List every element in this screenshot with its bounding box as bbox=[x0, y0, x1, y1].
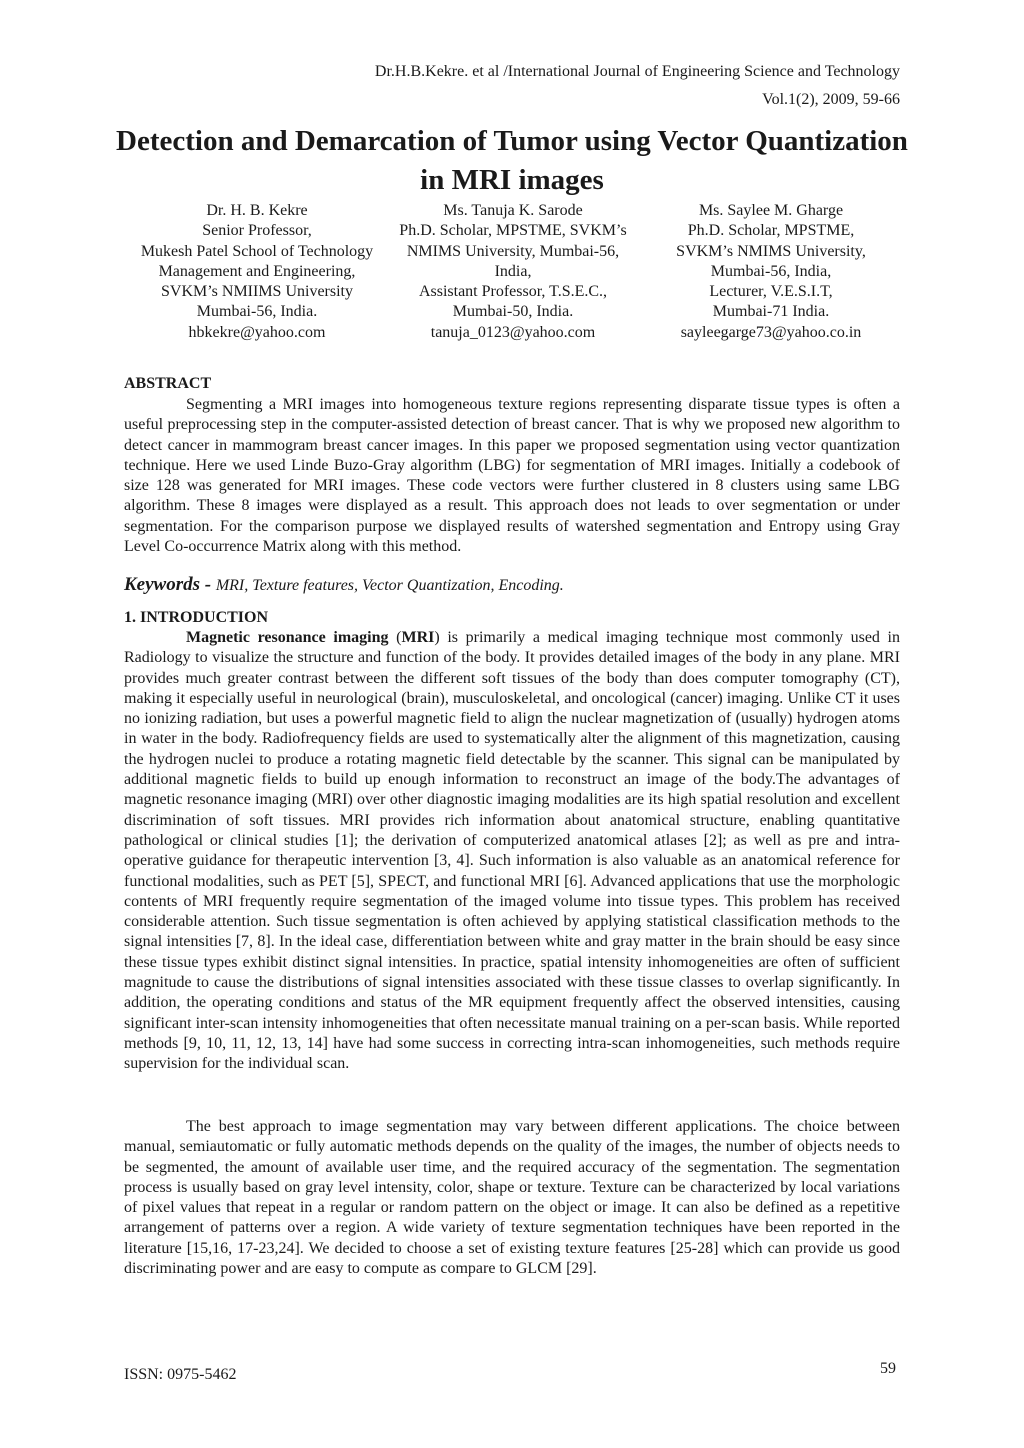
title-line-2: in MRI images bbox=[420, 164, 604, 196]
author-line: Mukesh Patel School of Technology bbox=[140, 242, 374, 260]
author-line: Mumbai-56, India. bbox=[196, 303, 318, 321]
author-line: Ms. Saylee M. Gharge bbox=[698, 202, 844, 219]
abstract-heading: ABSTRACT bbox=[124, 375, 212, 392]
author-line: Assistant Professor, T.S.E.C., bbox=[418, 283, 608, 301]
author-line: Mumbai-71 India. bbox=[712, 303, 830, 321]
author-block-kekre bbox=[112, 201, 402, 343]
footer-issn: ISSN: 0975-5462 bbox=[124, 1366, 237, 1383]
author-line: NMIMS University, Mumbai-56, bbox=[406, 242, 620, 260]
author-block-sarode bbox=[368, 201, 658, 343]
introduction-paragraph-1 bbox=[124, 628, 900, 1075]
author-line: SVKM’s NMIMS University, bbox=[676, 242, 866, 260]
author-line: Ms. Tanuja K. Sarode bbox=[443, 202, 583, 219]
author-line: Mumbai-50, India. bbox=[452, 303, 574, 321]
introduction-p1-text: ) is primarily a medical imaging technique most commonly used in Radiology to visualize the structure and function of the body. It provides detailed images of the body in any plane. MRI provides much greater contrast between the different soft tissues of the body than does computer tomography (CT), making it especially useful in neurological (brain), musculoskeletal, and oncological (cancer) imaging. Unlike CT it uses no ionizing radiation, but uses a powerful magnetic field to align the nuclear magnetization of (usually) hydrogen atoms in water in the body. Radiofrequency fields are used to systematically alter the alignment of this magnetization, causing the hydrogen nuclei to produce a rotating magnetic field detectable by the scanner. This signal can be manipulated by additional magnetic fields to build up enough information to reconstruct an image of the body.The advantages of magnetic resonance imaging (MRI) over other diagnostic imaging modalities are its high spatial resolution and excellent discrimination of soft tissues. MRI provides rich information about anatomical structure, enabling quantitative pathological or clinical studies [1]; the derivation of computerized anatomical atlases [2]; as well as pre and intra-operative guidance for therapeutic intervention [3, 4]. Such information is also valuable as an anatomical reference for functional modalities, such as PET [5], SPECT, and functional MRI [6]. Advanced applications that use the morphologic contents of MRI frequently require segmentation of the imaged volume into tissue types. This problem has received considerable attention. Such tissue segmentation is often achieved by applying statistical classification methods to the signal intensities [7, 8]. In the ideal case, differentiation between white and gray matter in the brain should be easy since these tissue types exhibit distinct signal intensities. In practice, spatial intensity inhomogeneities are often of sufficient magnitude to cause the distributions of signal intensities associated with these tissue classes to overlap significantly. In addition, the operating conditions and status of the MR equipment frequently affect the observed intensities, causing significant inter-scan intensity inhomogeneities that often necessitate manual training on a per-scan basis. While reported methods [9, 10, 11, 12, 13, 14] have had some success in correcting intra-scan inhomogeneities, such methods require supervision for the individual scan. bbox=[124, 629, 900, 1073]
running-header-journal: Dr.H.B.Kekre. et al /International Journal of Engineering Science and Technology bbox=[374, 63, 900, 80]
author-block-gharge bbox=[626, 201, 916, 343]
keywords bbox=[124, 574, 564, 596]
author-line: India, bbox=[494, 262, 532, 280]
author-email: sayleegarge73@yahoo.co.in bbox=[680, 323, 862, 341]
author-email: tanuja_0123@yahoo.com bbox=[430, 323, 596, 341]
keywords-text: MRI, Texture features, Vector Quantization, Encoding. bbox=[215, 577, 564, 594]
author-line: Lecturer, V.E.S.I.T, bbox=[709, 283, 833, 301]
paper-title bbox=[80, 122, 944, 200]
author-email: hbkekre@yahoo.com bbox=[188, 323, 326, 341]
author-line: Ph.D. Scholar, MPSTME, bbox=[687, 222, 855, 240]
running-header-volume: Vol.1(2), 2009, 59-66 bbox=[762, 91, 900, 108]
introduction-heading: 1. INTRODUCTION bbox=[124, 609, 269, 626]
introduction-paragraph-2: The best approach to image segmentation may vary between different applications. The choice between manual, semiautomatic or fully automatic methods depends on the quality of the images, the number of objects needs to be segmented, the amount of available user time, and the required accuracy of the segmentation. The segmentation process is usually based on gray level intensity, color, shape or texture. Texture can be characterized by local variations of pixel values that repeat in a regular or random pattern on the object or image. It can also be defined as a repetitive arrangement of patterns over a region. A wide variety of texture segmentation techniques have been reported in the literature [15,16, 17-23,24]. We decided to choose a set of existing texture features [25-28] which can provide us good discriminating power and are easy to compute as compare to GLCM [29]. bbox=[124, 1118, 900, 1278]
author-line: SVKM’s NMIIMS University bbox=[160, 283, 353, 301]
keywords-label: Keywords - bbox=[124, 574, 216, 595]
author-line: Management and Engineering, bbox=[158, 262, 356, 280]
page-number: 59 bbox=[880, 1360, 896, 1377]
author-line: Ph.D. Scholar, MPSTME, SVKM’s bbox=[399, 222, 627, 240]
author-line: Dr. H. B. Kekre bbox=[206, 202, 308, 219]
mri-term: Magnetic resonance imaging bbox=[186, 629, 389, 646]
title-line-1: Detection and Demarcation of Tumor using Vector Quantization bbox=[116, 125, 908, 157]
abstract-text: Segmenting a MRI images into homogeneous texture regions representing disparate tissue types is often a useful preprocessing step in the computer-assisted detection of breast cancer. That is why we proposed new algorithm to detect cancer in mammogram breast cancer images. In this paper we proposed segmentation using vector quantization technique. Here we used Linde Buzo-Gray algorithm (LBG) for segmentation of MRI images. Initially a codebook of size 128 was generated for MRI images. These code vectors were further clustered in 8 clusters using same LBG algorithm. These 8 images were displayed as a result. This approach does not leads to over segmentation or under segmentation. For the comparison purpose we displayed results of watershed segmentation and Entropy using Gray Level Co-occurrence Matrix along with this method. bbox=[124, 396, 900, 556]
author-line: Mumbai-56, India, bbox=[710, 262, 832, 280]
mri-abbrev: MRI bbox=[401, 629, 435, 646]
paren-open: ( bbox=[388, 629, 402, 646]
author-line: Senior Professor, bbox=[202, 222, 312, 240]
